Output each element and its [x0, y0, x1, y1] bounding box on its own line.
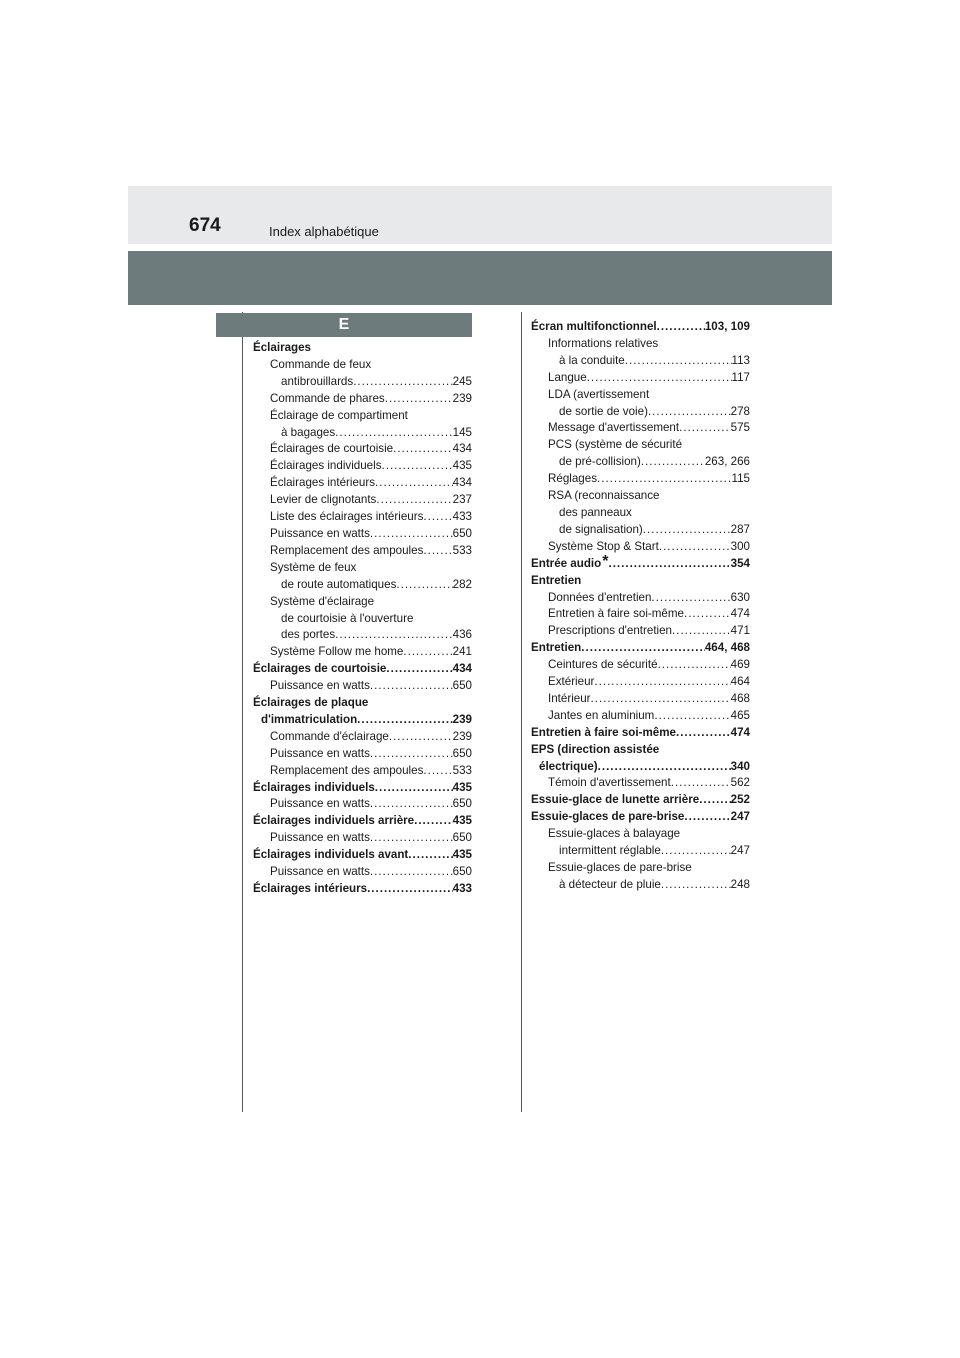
index-subentry: Puissance en watts ..... 650: [253, 678, 472, 695]
index-subentry: de signalisation) ..... 287: [531, 522, 750, 539]
index-subentry: Entretien à faire soi-même ..... 474: [531, 606, 750, 623]
index-entry: EPS (direction assistée: [531, 742, 660, 756]
index-entry: Entretien: [531, 573, 582, 587]
index-subentry: Témoin d'avertissement ..... 562: [531, 775, 750, 792]
index-subentry: PCS (système de sécurité: [548, 438, 683, 452]
index-subentry: à bagages ..... 145: [253, 425, 472, 442]
index-subentry: Commande d'éclairage ..... 239: [253, 729, 472, 746]
index-subentry: Intérieur ..... 468: [531, 691, 750, 708]
index-subentry: à la conduite ..... 113: [531, 353, 750, 370]
section-title: Index alphabétique: [269, 224, 379, 239]
index-subentry: Système d'éclairage: [270, 594, 375, 608]
index-entry: d'immatriculation ..... 239: [253, 712, 472, 729]
index-subentry: Levier de clignotants ..... 237: [253, 492, 472, 509]
right-column-rule: [521, 312, 522, 1112]
index-subentry: Commande de feux: [270, 357, 372, 371]
index-subentry: Système Follow me home ..... 241: [253, 644, 472, 661]
index-entry: Entretien ..... 464, 468: [531, 640, 750, 657]
index-entry: Entrée audio * ..... 354: [531, 556, 750, 573]
index-subentry: Système Stop & Start ..... 300: [531, 539, 750, 556]
index-subentry: Liste des éclairages intérieurs ..... 433: [253, 509, 472, 526]
header-band: [128, 186, 832, 244]
index-subentry: Prescriptions d'entretien ..... 471: [531, 623, 750, 640]
index-subentry: Puissance en watts ..... 650: [253, 830, 472, 847]
index-column-left: [253, 340, 472, 898]
index-entry: Éclairages intérieurs ..... 433: [253, 881, 472, 898]
index-subentry: Puissance en watts ..... 650: [253, 526, 472, 543]
index-subentry: Remplacement des ampoules ..... 533: [253, 543, 472, 560]
index-subentry: Ceintures de sécurité ..... 469: [531, 657, 750, 674]
index-subentry: Réglages ..... 115: [531, 471, 750, 488]
index-subentry: Extérieur ..... 464: [531, 674, 750, 691]
index-entry: Éclairages individuels ..... 435: [253, 780, 472, 797]
index-subentry: Données d'entretien ..... 630: [531, 590, 750, 607]
index-subentry: des portes ..... 436: [253, 627, 472, 644]
index-entry: électrique) ..... 340: [531, 759, 750, 776]
index-entry: Éclairages individuels avant ..... 435: [253, 847, 472, 864]
index-column-right: [531, 319, 750, 894]
index-entry: Éclairages de plaque: [253, 696, 369, 710]
index-subentry: de route automatiques ..... 282: [253, 577, 472, 594]
index-subentry: Éclairages de courtoisie ..... 434: [253, 441, 472, 458]
index-entry: Essuie-glace de lunette arrière ..... 252: [531, 792, 750, 809]
index-subentry: Langue ..... 117: [531, 370, 750, 387]
index-subentry: Puissance en watts ..... 650: [253, 746, 472, 763]
index-subentry: Puissance en watts ..... 650: [253, 796, 472, 813]
left-column-rule: [242, 312, 243, 1112]
letter-heading: E: [216, 313, 472, 337]
index-subentry: de courtoisie à l'ouverture: [281, 611, 414, 625]
index-subentry: Puissance en watts ..... 650: [253, 864, 472, 881]
index-subentry: Jantes en aluminium ..... 465: [531, 708, 750, 725]
index-subentry: Système de feux: [270, 560, 357, 574]
index-entry: Éclairages individuels arrière ..... 435: [253, 813, 472, 830]
index-subentry: à détecteur de pluie ..... 248: [531, 877, 750, 894]
index-entry: Éclairages: [253, 341, 312, 354]
index-subentry: antibrouillards ..... 245: [253, 374, 472, 391]
index-entry: Entretien à faire soi-même ..... 474: [531, 725, 750, 742]
index-subentry: de pré-collision) ..... 263, 266: [531, 454, 750, 471]
index-subentry: LDA (avertissement: [548, 387, 650, 401]
index-subentry: Commande de phares ..... 239: [253, 391, 472, 408]
index-subentry: Message d'avertissement ..... 575: [531, 420, 750, 437]
index-subentry: RSA (reconnaissance: [548, 489, 660, 503]
index-subentry: Éclairages individuels ..... 435: [253, 458, 472, 475]
index-entry: Éclairages de courtoisie ..... 434: [253, 661, 472, 678]
index-subentry: Informations relatives: [548, 336, 659, 350]
index-subentry: intermittent réglable ..... 247: [531, 843, 750, 860]
index-entry: Écran multifonctionnel ..... 103, 109: [531, 319, 750, 336]
index-subentry: Remplacement des ampoules ..... 533: [253, 763, 472, 780]
index-subentry: Essuie-glaces de pare-brise: [548, 861, 692, 874]
header-bar: [128, 251, 832, 305]
index-subentry: Éclairages intérieurs ..... 434: [253, 475, 472, 492]
index-subentry: de sortie de voie) ..... 278: [531, 404, 750, 421]
index-subentry: Essuie-glaces à balayage: [548, 827, 681, 841]
footnote-star: *: [602, 552, 609, 570]
page-number: 674: [189, 215, 221, 236]
index-subentry: Éclairage de compartiment: [270, 408, 408, 422]
index-entry: Essuie-glaces de pare-brise ..... 247: [531, 809, 750, 826]
index-subentry: des panneaux: [559, 505, 632, 519]
